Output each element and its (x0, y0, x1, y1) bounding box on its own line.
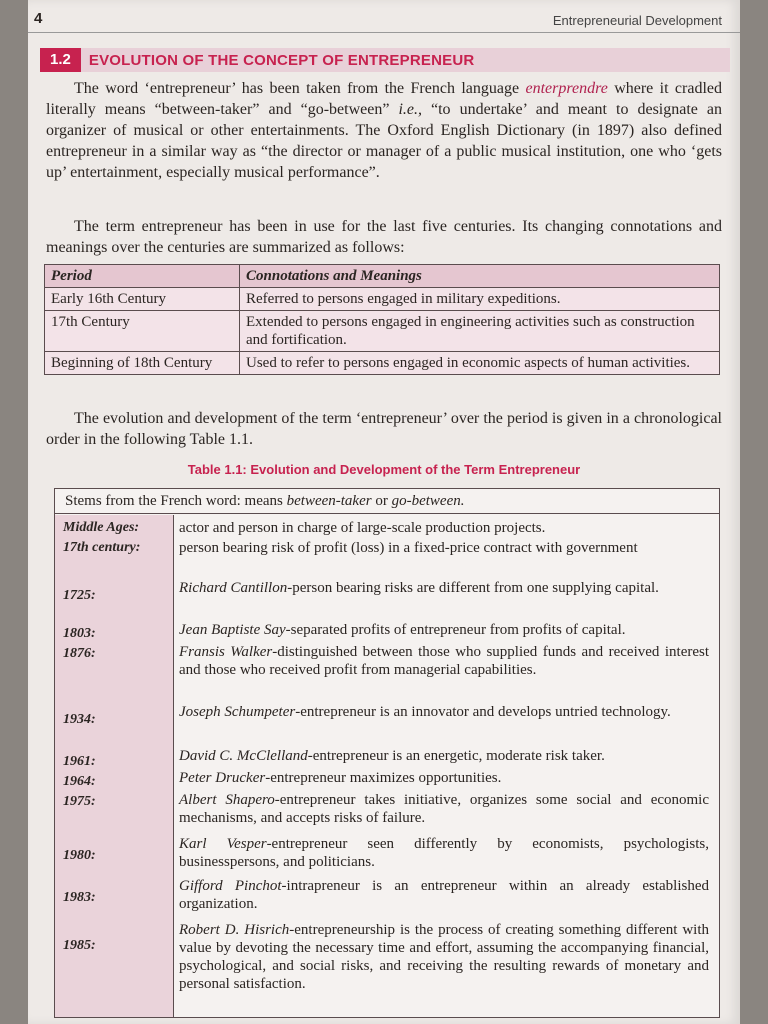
evolution-intro-text: The evolution and development of the term ‘entrepreneur’ over the period is given in a chronological order in the following Table 1.1. (46, 410, 722, 448)
table-row (45, 311, 720, 352)
section-heading (40, 48, 730, 72)
section-title: EVOLUTION OF THE CONCEPT OF ENTREPRENEUR (88, 51, 475, 69)
header-connotations: Connotations and Meanings (240, 265, 720, 288)
description-cell (179, 791, 709, 827)
ie-abbrev: i.e., (398, 101, 422, 118)
evolution-table-body (55, 515, 719, 1017)
description-text: -intrapreneur is an entrepreneur within an already established organization. (179, 878, 709, 912)
table-caption: Table 1.1: Evolution and Development of the Term Entrepreneur (187, 462, 581, 477)
description-cell (179, 539, 709, 557)
french-word: enterprendre (525, 80, 608, 97)
evolution-table (54, 488, 720, 1018)
person-name: Albert Shapero (179, 792, 275, 808)
intro-text-c: “to undertake’ and meant to designate an organizer of musical or other entertainments. The Oxford English Dictionary (in 1897) also defined entrepreneur in a similar way as “the director or manager of a public musical institution, one who ‘gets up’ entertainment, especially musical performance”. (46, 101, 723, 181)
header-mid: or (371, 493, 392, 509)
year-cell: 1980: (63, 848, 96, 863)
year-cell: 1876: (63, 646, 96, 661)
person-name: Joseph Schumpeter (179, 704, 296, 720)
description-cell (179, 877, 709, 913)
meaning-cell: Extended to persons engaged in engineering activities such as construction and fortification. (240, 311, 720, 352)
person-name: David C. McClelland (179, 748, 308, 764)
description-text: -entrepreneur takes initiative, organizes some social and economic mechanisms, and accepts risks of failure. (179, 792, 709, 826)
table-row (45, 288, 720, 311)
description-cell (179, 643, 709, 679)
year-cell: 1961: (63, 754, 96, 769)
running-title: Entrepreneurial Development (552, 13, 722, 28)
centuries-text: The term entrepreneur has been in use for the last five centuries. Its changing connotations and meanings over the centuries are summarized as follows: (46, 218, 722, 256)
intro-text-a: The word ‘entrepreneur’ has been taken from the French language (74, 80, 520, 97)
description-cell (179, 579, 709, 597)
description-text: person bearing risk of profit (loss) in a fixed-price contract with government (179, 540, 638, 556)
meaning-cell: Used to refer to persons engaged in economic aspects of human activities. (240, 352, 720, 375)
description-text: -entrepreneur maximizes opportunities. (265, 770, 502, 786)
header-italic: between-taker (286, 493, 372, 509)
period-cell: Beginning of 18th Century (45, 352, 240, 375)
intro-text-b: where it cradled literally means “between-taker” and “go-between” (46, 80, 723, 118)
description-cell (179, 921, 709, 993)
year-cell: 1964: (63, 774, 96, 789)
evolution-table-header (55, 489, 719, 514)
description-cell (179, 835, 709, 871)
table-row (45, 352, 720, 375)
section-number: 1.2 (40, 48, 81, 72)
person-name: Jean Baptiste Say (179, 622, 286, 638)
year-cell: 1983: (63, 890, 96, 905)
year-cell: 17th century: (63, 540, 141, 555)
description-cell (179, 769, 709, 787)
description-text: -entrepreneur is an energetic, moderate risk taker. (307, 748, 605, 764)
header-text: Stems from the French word: means (65, 493, 287, 509)
description-text: -entrepreneurship is the process of creating something different with value by devoting the necessary time and effort, assuming the accompanying financial, psychological, and social risks, and receiving the resulting rewards of monetary and personal satisfaction. (179, 922, 709, 992)
description-text: -person bearing risks are different from one supplying capital. (287, 580, 659, 596)
meaning-cell: Referred to persons engaged in military expeditions. (240, 288, 720, 311)
description-cell (179, 747, 709, 765)
person-name: Peter Drucker (179, 770, 266, 786)
description-text: -distinguished between those who supplied funds and received interest and those who received profit from managerial capabilities. (179, 644, 710, 678)
evolution-intro-paragraph (46, 408, 722, 450)
header-italic-2: go-between. (391, 493, 465, 509)
page-number: 4 (34, 10, 43, 27)
period-cell: 17th Century (45, 311, 240, 352)
description-text: -separated profits of entrepreneur from profits of capital. (285, 622, 626, 638)
description-cell (179, 703, 709, 721)
person-name: Robert D. Hisrich (179, 922, 290, 938)
year-cell: 1725: (63, 588, 96, 603)
year-cell: 1934: (63, 712, 96, 727)
intro-paragraph (46, 78, 722, 183)
connotations-table (44, 264, 720, 375)
year-cell: 1985: (63, 938, 96, 953)
description-cell (179, 519, 709, 537)
year-cell: Middle Ages: (63, 520, 140, 535)
person-name: Fransis Walker (179, 644, 273, 660)
year-cell: 1803: (63, 626, 96, 641)
person-name: Gifford Pinchot (179, 878, 282, 894)
person-name: Richard Cantillon (179, 580, 288, 596)
running-head (28, 10, 740, 33)
book-page (28, 0, 740, 1024)
period-cell: Early 16th Century (45, 288, 240, 311)
person-name: Karl Vesper (179, 836, 267, 852)
year-cell: 1975: (63, 794, 96, 809)
description-text: -entrepreneur is an innovator and develops untried technology. (295, 704, 671, 720)
centuries-paragraph (46, 216, 722, 258)
description-text: actor and person in charge of large-scale production projects. (179, 520, 546, 536)
description-cell (179, 621, 709, 639)
header-period: Period (45, 265, 240, 288)
description-text: -entrepreneur seen differently by economists, psychologists, businesspersons, and politicians. (179, 836, 709, 870)
